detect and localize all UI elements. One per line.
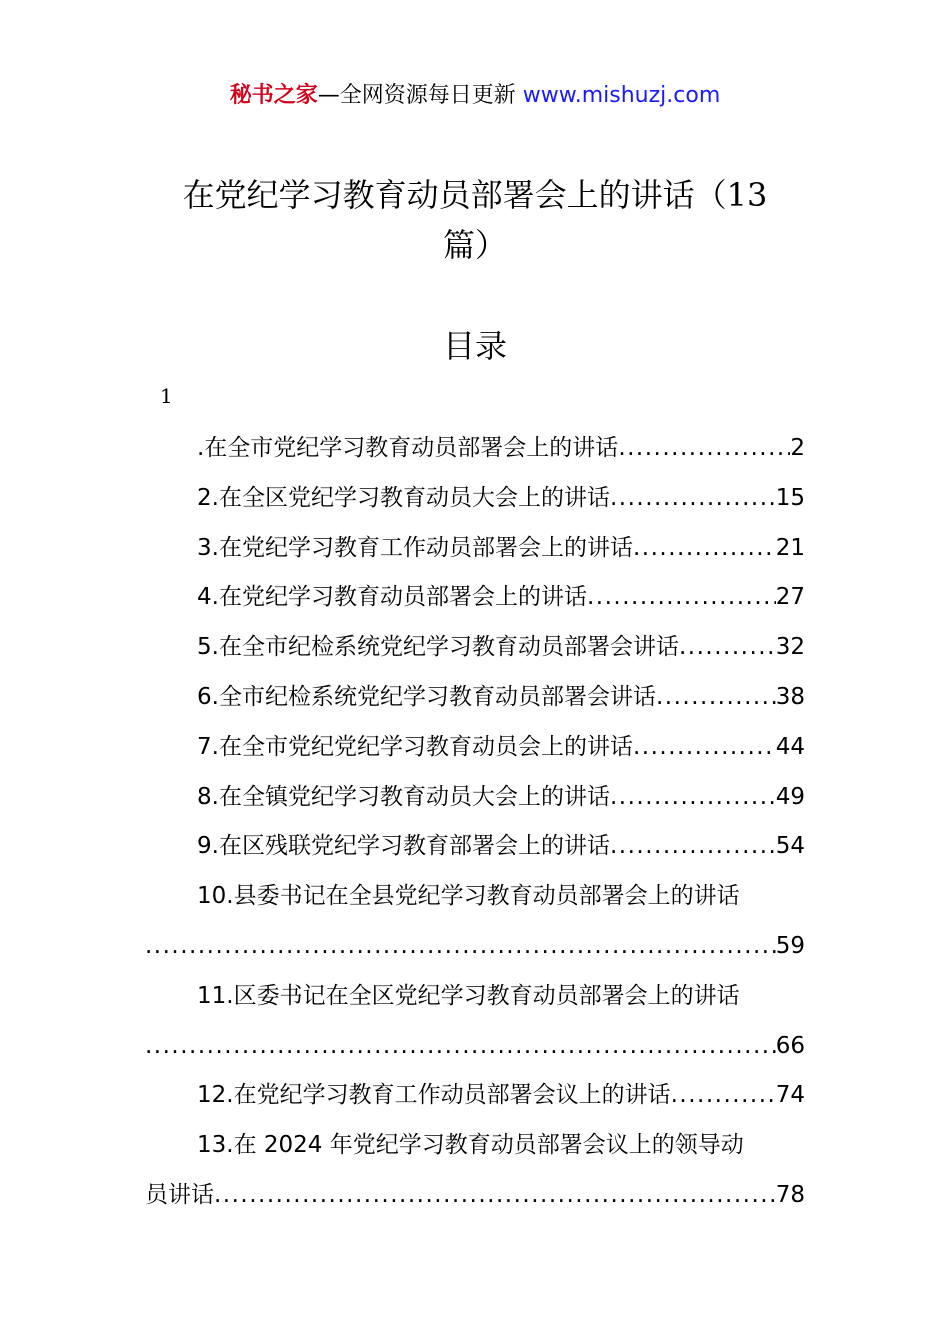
toc-entry[interactable]: 9.在区残联党纪学习教育部署会上的讲话 ..... 54	[145, 822, 805, 872]
toc-page-number: 21	[775, 534, 805, 561]
toc-page-number: 59	[775, 932, 805, 959]
site-header	[0, 80, 950, 112]
toc-page-number: 66	[775, 1032, 805, 1059]
toc-page-number: 27	[775, 584, 805, 611]
toc-entry-continuation[interactable]	[145, 1022, 805, 1072]
site-brand: 秘书之家	[229, 83, 318, 108]
document-title	[145, 170, 805, 270]
stray-number: 1	[160, 384, 173, 408]
toc-leader-dots	[656, 673, 776, 723]
toc-leader-dots	[587, 573, 776, 623]
toc-page-number: 38	[775, 683, 805, 710]
toc-entry[interactable]: .在全市党纪学习教育动员部署会上的讲话 ..... 2	[145, 424, 805, 474]
toc-leader-dots	[633, 723, 776, 773]
toc-leader-dots	[610, 773, 776, 823]
toc-page-number: 78	[775, 1181, 805, 1208]
toc-entry[interactable]: 12.在党纪学习教育工作动员部署会议上的讲话 ..... 74	[145, 1071, 805, 1121]
toc-leader-dots	[679, 623, 776, 673]
toc-entry[interactable]: 7.在全市党纪党纪学习教育动员会上的讲话 ..... 44	[145, 723, 805, 773]
toc-leader-dots	[145, 1022, 776, 1072]
toc-leader-dots	[618, 424, 790, 474]
toc-entry-continuation[interactable]: 员讲话 ..... 78	[145, 1171, 805, 1221]
toc-leader-dots	[671, 1071, 776, 1121]
toc-page-number: 54	[775, 833, 805, 860]
document-title-line-1: 在党纪学习教育动员部署会上的讲话（13	[182, 176, 768, 214]
toc-entry-continuation[interactable]	[145, 922, 805, 972]
toc-page-number: 32	[775, 634, 805, 661]
toc-leader-dots	[214, 1171, 776, 1221]
toc-page-number: 74	[775, 1082, 805, 1109]
toc-leader-dots	[610, 822, 776, 872]
toc-entry[interactable]: 4.在党纪学习教育动员部署会上的讲话 ..... 27	[145, 573, 805, 623]
toc-leader-dots	[145, 922, 776, 972]
toc-entry[interactable]: 10.县委书记在全县党纪学习教育动员部署会上的讲话	[197, 883, 740, 910]
document-title-line-2: 篇）	[442, 226, 507, 264]
toc-leader-dots	[633, 524, 776, 574]
toc-entry[interactable]: 6.全市纪检系统党纪学习教育动员部署会讲话 ..... 38	[145, 673, 805, 723]
toc-entry[interactable]: 13.在 2024 年党纪学习教育动员部署会议上的领导动	[197, 1132, 744, 1159]
toc-entry[interactable]: 3.在党纪学习教育工作动员部署会上的讲话 ..... 21	[145, 524, 805, 574]
table-of-contents	[145, 424, 805, 1221]
toc-page-number: 2	[790, 435, 805, 461]
toc-heading: 目录	[442, 327, 507, 365]
site-tagline: —全网资源每日更新	[317, 83, 523, 108]
toc-entry[interactable]: 2.在全区党纪学习教育动员大会上的讲话 ..... 15	[145, 474, 805, 524]
toc-entry[interactable]: 5.在全市纪检系统党纪学习教育动员部署会讲话 ..... 32	[145, 623, 805, 673]
toc-page-number: 44	[775, 733, 805, 760]
toc-page-number: 49	[775, 783, 805, 810]
toc-leader-dots	[610, 474, 776, 524]
toc-entry[interactable]: 8.在全镇党纪学习教育动员大会上的讲话 ..... 49	[145, 773, 805, 823]
site-url-link[interactable]: www.mishuzj.com	[522, 83, 721, 108]
toc-entry[interactable]: 11.区委书记在全区党纪学习教育动员部署会上的讲话	[197, 982, 740, 1009]
toc-page-number: 15	[775, 484, 805, 511]
